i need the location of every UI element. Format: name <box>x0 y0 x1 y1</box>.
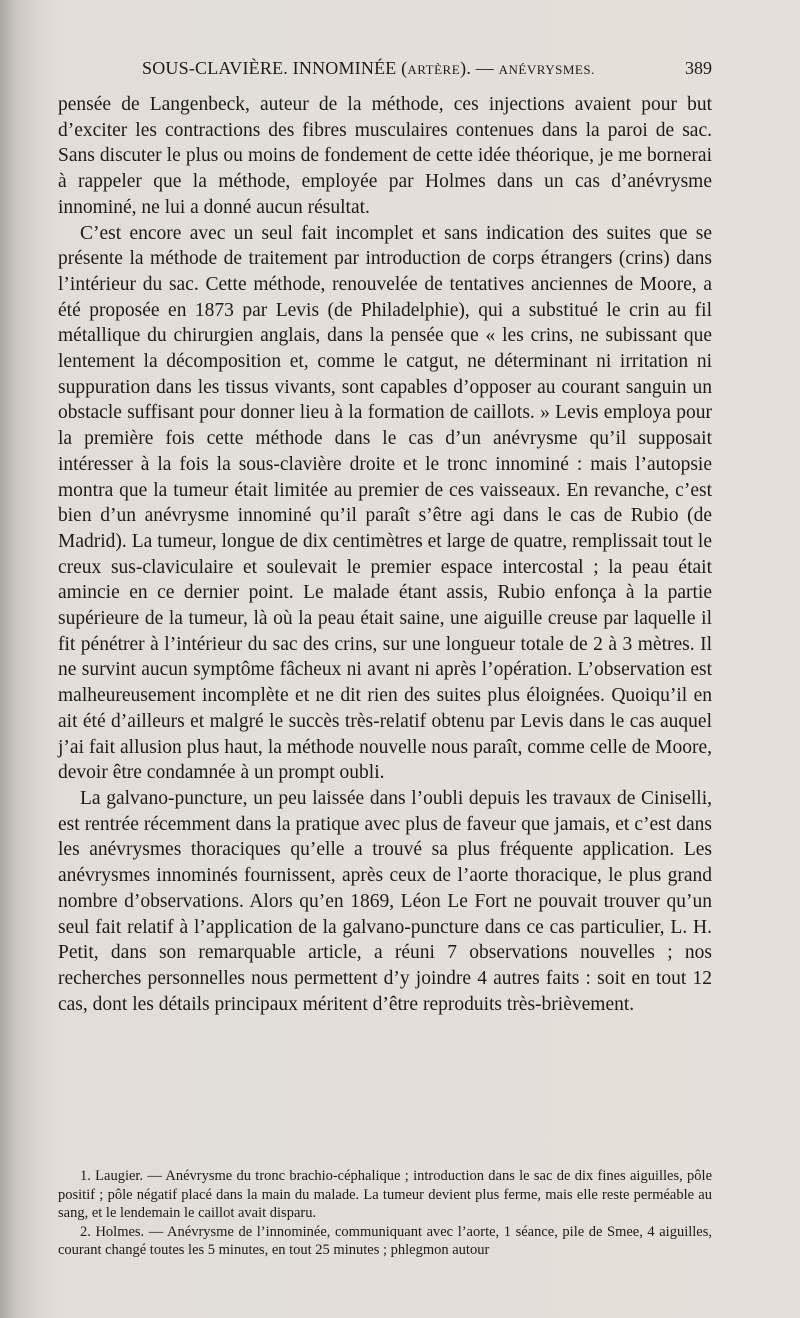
paragraph: La galvano-puncture, un peu laissée dans l’oubli depuis les travaux de Ciniselli, est rentrée récemment dans la pratique avec plus de faveur que jamais, et c’est dans les anévrysmes thoraciques qu’elle a trouvé sa plus fréquente application. Les anévrysmes innominés fournissent, après ceux de l’aorte thoracique, le plus grand nombre d’observations. Alors qu’en 1869, Léon Le Fort ne pouvait trouver qu’un seul fait relatif à l’application de la galvano-puncture dans ce cas particulier, L. H. Petit, dans son remarquable article, a réuni 7 observations nouvelles ; nos recherches personnelles nous permettent d’y joindre 4 autres faits : soit en tout 12 cas, dont les détails principaux méritent d’être reproduits très-brièvement. <box>58 787 712 1015</box>
footnote: 2. Holmes. — Anévrysme de l’innominée, communiquant avec l’aorte, 1 séance, pile de Smee, 4 aiguilles, courant changé toutes les 5 minutes, en tout 25 minutes ; phlegmon autour <box>58 1223 712 1258</box>
footnote: 1. Laugier. — Anévrysme du tronc brachio-céphalique ; introduction dans le sac de dix fines aiguilles, pôle positif ; pôle négatif placé dans la main du malade. La tumeur devient plus ferme, mais elle reste perméable au sang, et le lendemain le caillot avait disparu. <box>58 1168 712 1221</box>
running-title-close: ). — <box>460 58 499 78</box>
running-title-small: ARTÈRE <box>407 62 461 77</box>
footnotes <box>58 1167 712 1260</box>
running-title-tail: ANÉVRYSMES. <box>498 62 595 77</box>
main-text <box>58 92 712 1017</box>
paragraph: C’est encore avec un seul fait incomplet et sans indication des suites que se présente la méthode de traitement par introduction de corps étrangers (crins) dans l’intérieur du sac. Cette méthode, renouvelée de tentatives anciennes de Moore, a été proposée en 1873 par Levis (de Philadelphie), qui a substitué le crin au fil métallique du chirurgien anglais, dans la pensée que « les crins, ne subissant que lentement la décomposition et, comme le catgut, ne déterminant ni irritation ni suppuration dans les tissus vivants, sont capables d’opposer au courant sanguin un obstacle suffisant pour donner lieu à la formation de caillots. » Levis employa pour la première fois cette méthode dans le cas d’un anévrysme qu’il supposait intéresser à la fois la sous-clavière droite et le tronc innominé : mais l’autopsie montra que la tumeur était limitée au premier de ces vaisseaux. En revanche, c’est bien d’un anévrysme innominé qu’il paraît s’être agi dans le cas de Rubio (de Madrid). La tumeur, longue de dix centimètres et large de quatre, remplissait tout le creux sus-claviculaire et soulevait le premier espace intercostal ; la peau était amincie en ce dernier point. Le malade étant assis, Rubio enfonça à la partie supérieure de la tumeur, là où la peau était saine, une aiguille creuse par laquelle il fit pénétrer à l’intérieur du sac des crins, sur une longueur totale de 2 à 3 mètres. Il ne survint aucun symptôme fâcheux ni avant ni après l’opération. L’observation est malheureusement incomplète et ne dit rien des suites plus éloignées. Quoiqu’il en ait été d’ailleurs et malgré le succès très-relatif obtenu par Levis dans le cas auquel j’ai fait allusion plus haut, la méthode nouvelle nous paraît, comme celle de Moore, devoir être condamnée à un prompt oubli. <box>58 222 712 784</box>
page-number: 389 <box>685 58 712 78</box>
running-title-main: SOUS-CLAVIÈRE. INNOMINÉE ( <box>142 58 408 78</box>
paragraph: pensée de Langenbeck, auteur de la méthode, ces injections avaient pour but d’exciter les contractions des fibres musculaires contenues dans la paroi de sac. Sans discuter le plus ou moins de fondement de cette idée théorique, je me bornerai à rappeler que la méthode, employée par Holmes dans un cas d’anévrysme innominé, ne lui a donné aucun résultat. <box>58 94 712 218</box>
running-title <box>142 58 595 79</box>
running-header <box>58 58 712 88</box>
